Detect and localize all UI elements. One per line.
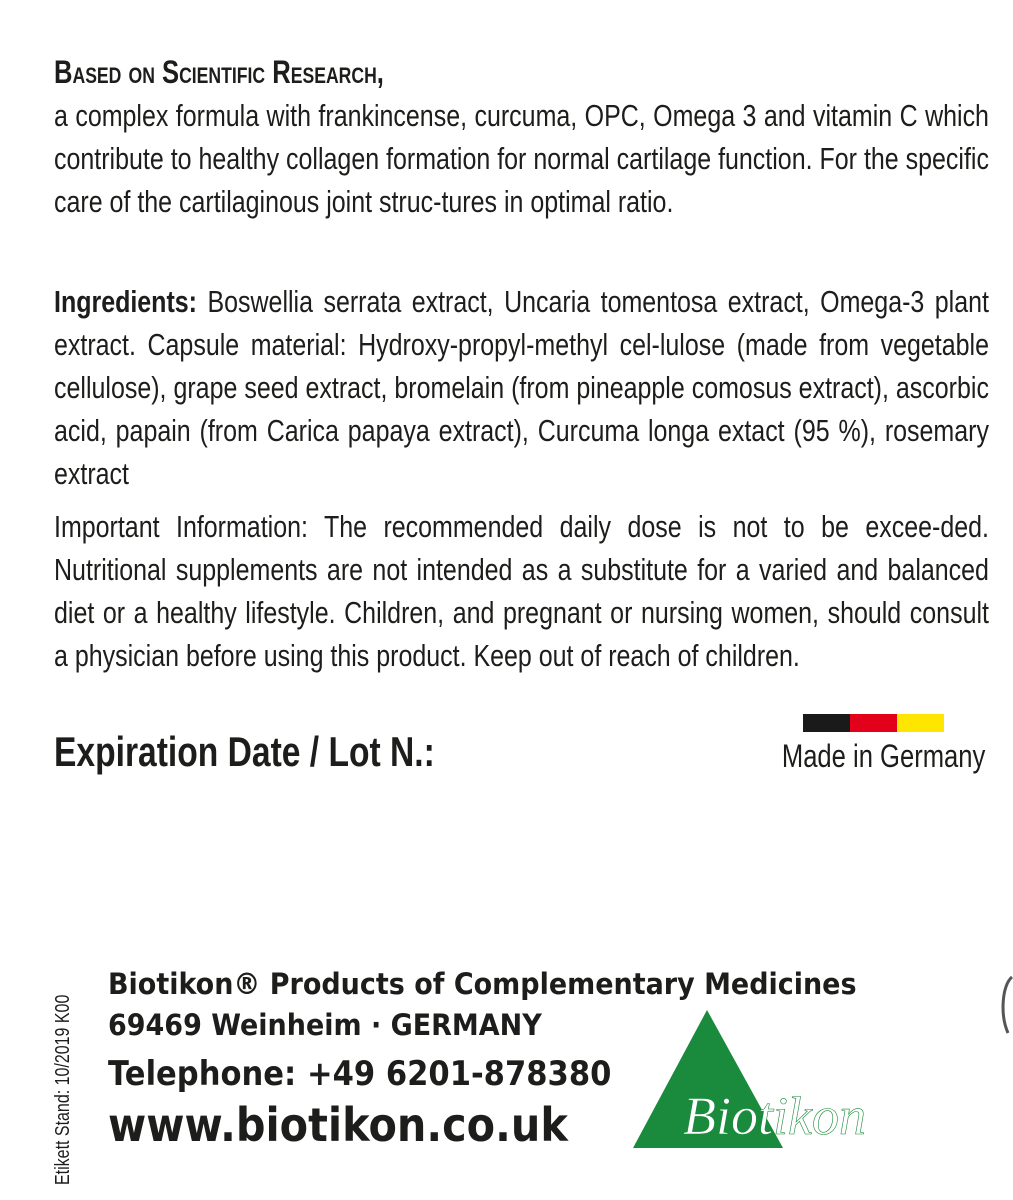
section-heading: Based on Scientific Research, bbox=[54, 54, 384, 90]
company-address: 69469 Weinheim · GERMANY bbox=[108, 1008, 542, 1042]
company-name: Biotikon® Products of Complementary Medicines bbox=[108, 967, 857, 1001]
important-info-text: Important Information: The recommended daily dose is not to be excee-ded. Nutritional supplements are not intended as a substitute for a varied and balanced diet or a healthy lifestyle. Children, and pregnant or nursing women, should consult a physician before using this product. Keep out of reach of children. bbox=[54, 509, 989, 673]
company-phone: Telephone: +49 6201-878380 bbox=[108, 1054, 612, 1094]
german-flag-icon bbox=[803, 714, 944, 732]
made-in-text: Made in Germany bbox=[781, 738, 985, 774]
flag-stripe-gold bbox=[897, 714, 944, 732]
flag-stripe-red bbox=[850, 714, 897, 732]
intro-paragraph bbox=[54, 94, 989, 274]
label-version-text: Etikett Stand: 10/2019 K00 bbox=[52, 994, 74, 1185]
ingredients-text-wrap bbox=[54, 280, 989, 495]
edge-fragment-icon bbox=[998, 975, 1013, 1035]
important-info-paragraph bbox=[54, 505, 989, 725]
company-website: www.biotikon.co.uk bbox=[108, 1098, 568, 1152]
flag-stripe-black bbox=[803, 714, 850, 732]
expiry-label: Expiration Date / Lot N.: bbox=[54, 728, 435, 775]
ingredients-label: Ingredients: bbox=[54, 284, 197, 319]
biotikon-logo bbox=[625, 1008, 905, 1153]
logo-text: Biotikon bbox=[683, 1086, 866, 1146]
ingredients-text: Boswellia serrata extract, Uncaria tomentosa extract, Omega-3 plant extract. Capsule material: Hydroxy-propyl-methyl cel-lulose (made from vegetable cellulose), grape seed extract, bromelain (from pineapple comosus extract), ascorbic acid, papain (from Carica papaya extract), Curcuma longa extact (95 %), rosemary extract bbox=[54, 284, 989, 491]
ingredients-paragraph bbox=[54, 280, 989, 500]
intro-text: a complex formula with frankincense, curcuma, OPC, Omega 3 and vitamin C which contribute to healthy collagen formation for normal cartilage function. For the specific care of the cartilaginous joint struc-tures in optimal ratio. bbox=[54, 98, 989, 219]
